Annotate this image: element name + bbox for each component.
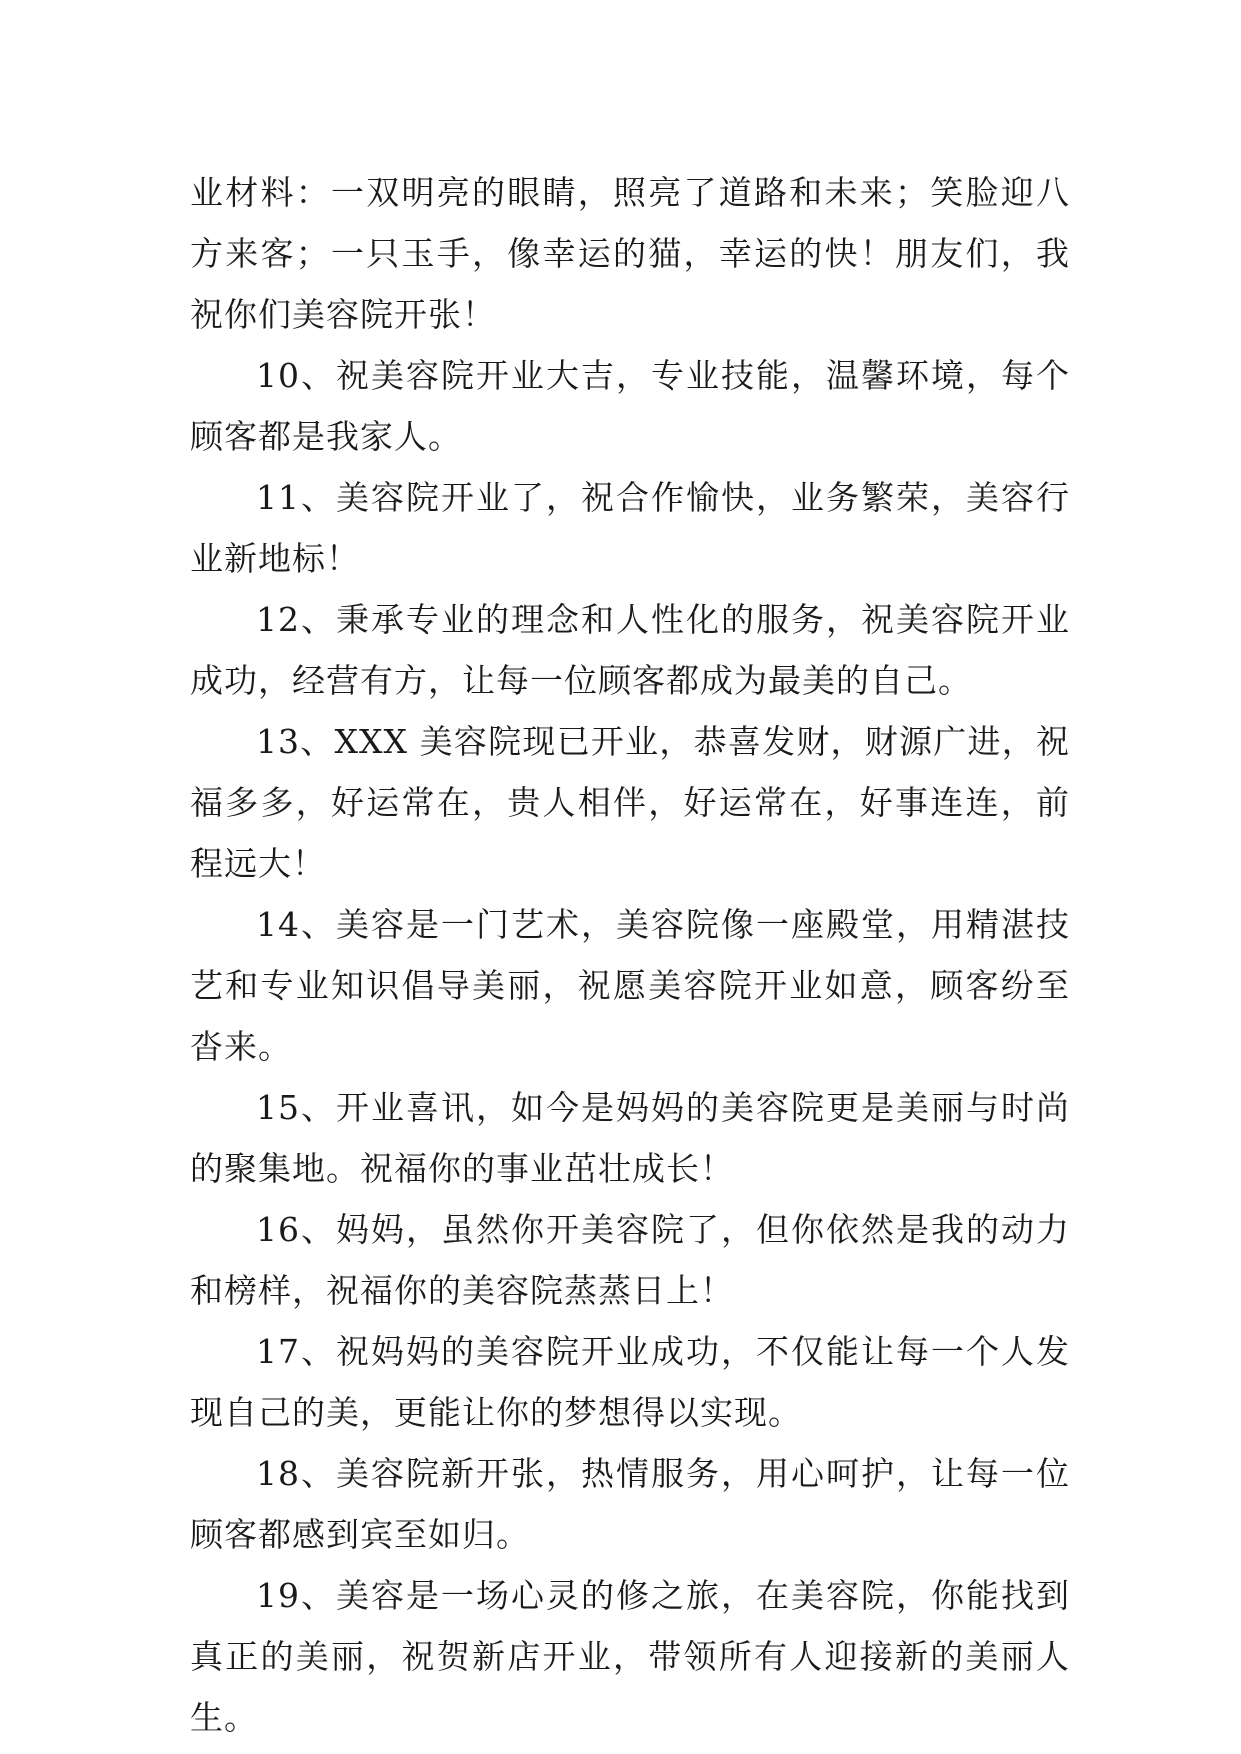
paragraph-12: 12、秉承专业的理念和人性化的服务，祝美容院开业成功，经营有方，让每一位顾客都成为最美的自己。 <box>190 600 1070 700</box>
paragraph-10: 10、祝美容院开业大吉，专业技能，温馨环境，每个顾客都是我家人。 <box>190 356 1070 456</box>
paragraph-11: 11、美容院开业了，祝合作愉快，业务繁荣，美容行业新地标！ <box>190 478 1070 578</box>
paragraph-13: 13、XXX 美容院现已开业，恭喜发财，财源广进，祝福多多，好运常在，贵人相伴，好运常在，好事连连，前程远大！ <box>190 722 1070 883</box>
paragraph-17: 17、祝妈妈的美容院开业成功，不仅能让每一个人发现自己的美，更能让你的梦想得以实现。 <box>190 1332 1070 1432</box>
paragraph-15: 15、开业喜讯，如今是妈妈的美容院更是美丽与时尚的聚集地。祝福你的事业茁壮成长！ <box>190 1088 1070 1188</box>
paragraph-continued: 业材料：一双明亮的眼睛，照亮了道路和未来；笑脸迎八方来客；一只玉手，像幸运的猫，幸运的快！朋友们，我祝你们美容院开张！ <box>190 173 1070 334</box>
paragraph-19: 19、美容是一场心灵的修之旅，在美容院，你能找到真正的美丽，祝贺新店开业，带领所有人迎接新的美丽人生。 <box>190 1576 1070 1737</box>
paragraph-18: 18、美容院新开张，热情服务，用心呵护，让每一位顾客都感到宾至如归。 <box>190 1454 1070 1554</box>
paragraph-14: 14、美容是一门艺术，美容院像一座殿堂，用精湛技艺和专业知识倡导美丽，祝愿美容院开业如意，顾客纷至沓来。 <box>190 905 1070 1066</box>
document-body <box>190 162 1070 1748</box>
paragraph-16: 16、妈妈，虽然你开美容院了，但你依然是我的动力和榜样，祝福你的美容院蒸蒸日上！ <box>190 1210 1070 1310</box>
